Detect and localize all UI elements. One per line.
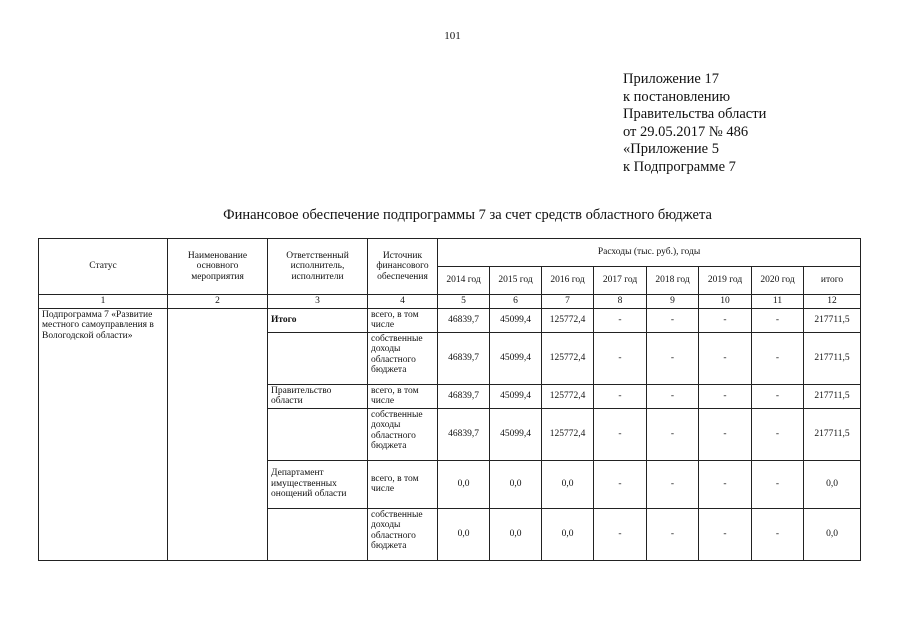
value-cell: 125772,4 bbox=[542, 408, 594, 460]
value-cell: - bbox=[752, 460, 804, 508]
value-cell: - bbox=[752, 408, 804, 460]
value-cell: 0,0 bbox=[490, 508, 542, 560]
value-cell: - bbox=[752, 308, 804, 332]
header-executor: Ответственный исполнитель, исполнители bbox=[268, 239, 368, 295]
executor-cell: Правительство области bbox=[268, 384, 368, 408]
header-year: 2016 год bbox=[542, 267, 594, 295]
document-title: Финансовое обеспечение подпрограммы 7 за счет средств областного бюджета bbox=[223, 207, 712, 223]
value-cell: 46839,7 bbox=[438, 384, 490, 408]
table-row bbox=[39, 308, 861, 332]
value-cell: 0,0 bbox=[438, 508, 490, 560]
header-year: 2017 год bbox=[594, 267, 647, 295]
appendix-block bbox=[623, 71, 766, 177]
source-cell: собственные доходы областного бюджета bbox=[368, 508, 438, 560]
column-number: 6 bbox=[490, 295, 542, 309]
column-number: 11 bbox=[752, 295, 804, 309]
source-cell: всего, в том числе bbox=[368, 308, 438, 332]
value-cell: 125772,4 bbox=[542, 384, 594, 408]
value-cell: 0,0 bbox=[804, 460, 861, 508]
column-number: 8 bbox=[594, 295, 647, 309]
value-cell: 0,0 bbox=[490, 460, 542, 508]
value-cell: - bbox=[594, 508, 647, 560]
value-cell: - bbox=[647, 408, 699, 460]
value-cell: - bbox=[699, 332, 752, 384]
value-cell: 46839,7 bbox=[438, 408, 490, 460]
value-cell: - bbox=[594, 332, 647, 384]
header-source: Источник финансового обеспечения bbox=[368, 239, 438, 295]
header-year: 2019 год bbox=[699, 267, 752, 295]
header-total: итого bbox=[804, 267, 861, 295]
column-number: 3 bbox=[268, 295, 368, 309]
value-cell: - bbox=[647, 460, 699, 508]
value-cell: - bbox=[752, 508, 804, 560]
value-cell: - bbox=[594, 384, 647, 408]
value-cell: - bbox=[699, 460, 752, 508]
value-cell: - bbox=[699, 508, 752, 560]
source-cell: всего, в том числе bbox=[368, 460, 438, 508]
column-number: 7 bbox=[542, 295, 594, 309]
appendix-line: к постановлению bbox=[623, 88, 731, 105]
appendix-line: Правительства области bbox=[623, 106, 767, 123]
header-event-name: Наименование основного мероприятия bbox=[168, 239, 268, 295]
appendix-line: «Приложение 5 bbox=[623, 141, 719, 158]
value-cell: 217711,5 bbox=[804, 384, 861, 408]
value-cell: - bbox=[594, 408, 647, 460]
page-number: 101 bbox=[444, 30, 461, 42]
value-cell: - bbox=[752, 384, 804, 408]
value-cell: 45099,4 bbox=[490, 408, 542, 460]
header-year: 2015 год bbox=[490, 267, 542, 295]
column-number: 10 bbox=[699, 295, 752, 309]
executor-cell bbox=[268, 508, 368, 560]
value-cell: 125772,4 bbox=[542, 332, 594, 384]
value-cell: 217711,5 bbox=[804, 308, 861, 332]
column-number: 4 bbox=[368, 295, 438, 309]
value-cell: - bbox=[647, 308, 699, 332]
column-number: 5 bbox=[438, 295, 490, 309]
column-number: 9 bbox=[647, 295, 699, 309]
executor-cell: Департамент имущественных онощений области bbox=[268, 460, 368, 508]
executor-cell: Итого bbox=[268, 308, 368, 332]
value-cell: - bbox=[699, 408, 752, 460]
status-cell: Подпрограмма 7 «Развитие местного самоуправления в Вологодской области» bbox=[39, 308, 168, 560]
executor-cell bbox=[268, 408, 368, 460]
value-cell: 0,0 bbox=[542, 460, 594, 508]
value-cell: - bbox=[647, 508, 699, 560]
column-number: 2 bbox=[168, 295, 268, 309]
source-cell: собственные доходы областного бюджета bbox=[368, 408, 438, 460]
column-number: 12 bbox=[804, 295, 861, 309]
value-cell: 125772,4 bbox=[542, 308, 594, 332]
value-cell: - bbox=[647, 384, 699, 408]
header-year: 2014 год bbox=[438, 267, 490, 295]
value-cell: - bbox=[699, 384, 752, 408]
value-cell: - bbox=[594, 308, 647, 332]
value-cell: 0,0 bbox=[438, 460, 490, 508]
value-cell: 0,0 bbox=[542, 508, 594, 560]
header-year: 2020 год bbox=[752, 267, 804, 295]
appendix-line: от 29.05.2017 № 486 bbox=[623, 123, 749, 140]
value-cell: 45099,4 bbox=[490, 384, 542, 408]
source-cell: собственные доходы областного бюджета bbox=[368, 332, 438, 384]
value-cell: - bbox=[594, 460, 647, 508]
header-status: Статус bbox=[39, 239, 168, 295]
column-number: 1 bbox=[39, 295, 168, 309]
source-cell: всего, в том числе bbox=[368, 384, 438, 408]
appendix-line: Приложение 17 bbox=[623, 71, 719, 87]
header-expenses: Расходы (тыс. руб.), годы bbox=[438, 239, 861, 267]
value-cell: - bbox=[699, 308, 752, 332]
appendix-line: к Подпрограмме 7 bbox=[623, 158, 736, 175]
value-cell: 46839,7 bbox=[438, 332, 490, 384]
budget-table bbox=[38, 238, 861, 561]
value-cell: - bbox=[647, 332, 699, 384]
value-cell: 45099,4 bbox=[490, 332, 542, 384]
value-cell: 46839,7 bbox=[438, 308, 490, 332]
header-year: 2018 год bbox=[647, 267, 699, 295]
value-cell: 217711,5 bbox=[804, 332, 861, 384]
value-cell: - bbox=[752, 332, 804, 384]
value-cell: 217711,5 bbox=[804, 408, 861, 460]
event-name-cell bbox=[168, 308, 268, 560]
value-cell: 0,0 bbox=[804, 508, 861, 560]
value-cell: 45099,4 bbox=[490, 308, 542, 332]
executor-cell bbox=[268, 332, 368, 384]
column-number-row bbox=[39, 295, 861, 309]
